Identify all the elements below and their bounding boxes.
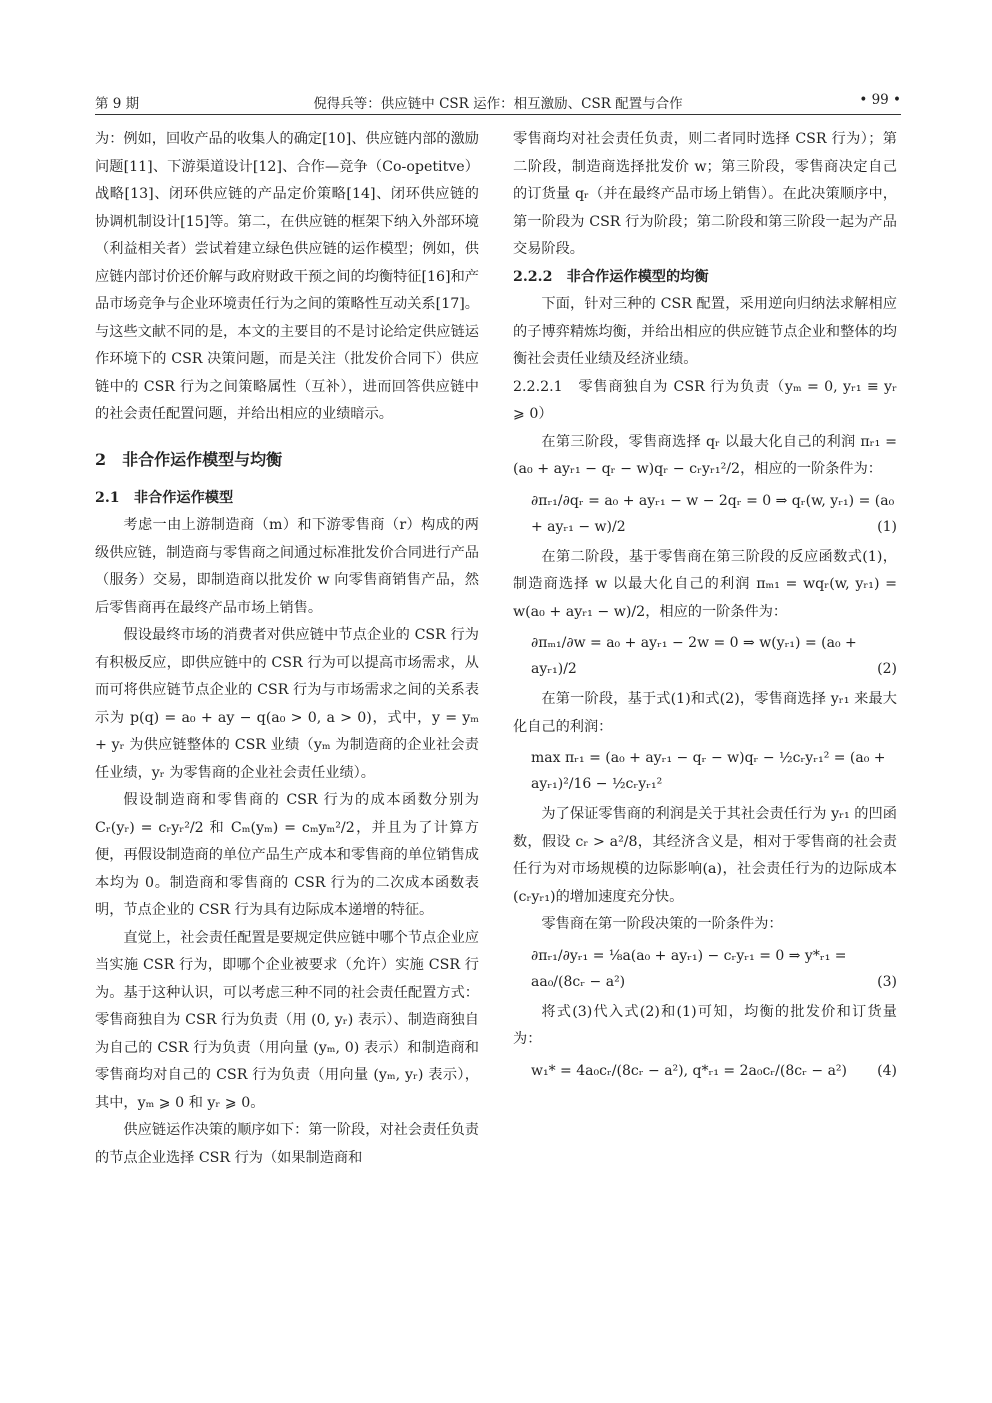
equation-number: (1) [877, 518, 897, 535]
equation [513, 745, 897, 797]
section-heading: 2 非合作运作模型与均衡 [95, 449, 283, 469]
paragraph: 下面，针对三种的 CSR 配置，采用逆向归纳法求解相应的子博弈精炼均衡，并给出相应的供应链节点企业和整体的均衡社会责任业绩及经济业绩。 [513, 296, 897, 367]
paragraph: 直觉上，社会责任配置是要规定供应链中哪个节点企业应当实施 CSR 行为，即哪个企业被要求（允许）实施 CSR 行为。基于这种认识，可以考虑三种不同的社会责任配置方式：零售商独自为 CSR 行为负责（用 (0, yᵣ) 表示）、制造商独自为自己的 CSR 行为负责（用向量 (yₘ, 0) 表示）和制造商和零售商均对自己的 CSR 行为负责（用向量 (yₘ, yᵣ) 表示），其中，yₘ ⩾ 0 和 yᵣ ⩾ 0。 [95, 929, 479, 1111]
paragraph: 假设最终市场的消费者对供应链中节点企业的 CSR 行为有积极反应，即供应链中的 CSR 行为可以提高市场需求，从而可将供应链节点企业的 CSR 行为与市场需求之间的关系表示为 p(q) = a₀ + ay − q(a₀ > 0, a > 0)，式中，y = yₘ + yᵣ 为供应链整体的 CSR 业绩（yₘ 为制造商的企业社会责任业绩，yᵣ 为零售商的企业社会责任业绩）。 [95, 627, 479, 781]
equation-number: (4) [877, 1062, 897, 1079]
equation-number: (3) [877, 973, 897, 990]
equation-number: (2) [877, 661, 897, 677]
running-title: 倪得兵等：供应链中 CSR 运作：相互激励、CSR 配置与合作 [313, 96, 683, 112]
issue-number: 第 9 期 [95, 96, 140, 112]
equation-body: w₁* = 4a₀cᵣ/(8cᵣ − a²), q*ᵣ₁ = 2a₀cᵣ/(8cᵣ − a²) [531, 1062, 848, 1079]
equation-body: ∂πᵣ₁/∂yᵣ₁ = ⅛a(a₀ + ayᵣ₁) − cᵣyᵣ₁ = 0 ⇒ y*ᵣ₁ = aa₀/(8cᵣ − a²) [531, 947, 847, 990]
equation-body: max πᵣ₁ = (a₀ + ayᵣ₁ − qᵣ − w)qᵣ − ½cᵣyᵣ₁² = (a₀ + ayᵣ₁)²/16 − ½cᵣyᵣ₁² [531, 750, 886, 792]
paragraph: 考虑一由上游制造商（m）和下游零售商（r）构成的两级供应链，制造商与零售商之间通过标准批发价合同进行产品（服务）交易，即制造商以批发价 w 向零售商销售产品，然后零售商再在最终产品市场上销售。 [95, 517, 479, 616]
paragraph: 将式(3)代入式(2)和(1)可知，均衡的批发价和订货量为： [513, 1003, 897, 1047]
paragraph: 在第二阶段，基于零售商在第三阶段的反应函数式(1)，制造商选择 w 以最大化自己的利润 πₘ₁ = wqᵣ(w, yᵣ₁) = w(a₀ + ayᵣ₁ − w)/2，相应的一阶条件为： [513, 548, 897, 620]
paragraph: 在第三阶段，零售商选择 qᵣ 以最大化自己的利润 πᵣ₁ = (a₀ + ayᵣ₁ − qᵣ − w)qᵣ − cᵣyᵣ₁²/2，相应的一阶条件为： [513, 433, 897, 477]
subsection-heading: 2.2.2 非合作运作模型的均衡 [513, 268, 709, 285]
page-number: • 99 • [859, 92, 901, 108]
equation-body: ∂πₘ₁/∂w = a₀ + ayᵣ₁ − 2w = 0 ⇒ w(yᵣ₁) = (a₀ + ayᵣ₁)/2 [531, 635, 857, 677]
paragraph: 供应链运作决策的顺序如下：第一阶段，对社会责任负责的节点企业选择 CSR 行为（如果制造商和 [95, 1122, 479, 1166]
equation [513, 1058, 897, 1084]
right-column [513, 126, 897, 1088]
paragraph: 假设制造商和零售商的 CSR 行为的成本函数分别为 Cᵣ(yᵣ) = cᵣyᵣ²/2 和 Cₘ(yₘ) = cₘyₘ²/2，并且为了计算方便，再假设制造商的单位产品生产成本和零售商的单位销售成本均为 0。制造商和零售商的 CSR 行为的二次成本函数表明，节点企业的 CSR 行为具有边际成本递增的特征。 [95, 792, 479, 918]
equation [513, 943, 897, 995]
subsection-heading: 2.1 非合作运作模型 [95, 489, 234, 506]
paragraph: 为：例如，回收产品的收集人的确定[10]、供应链内部的激励问题[11]、下游渠道设计[12]、合作—竞争（Co-opetitve）战略[13]、闭环供应链的产品定价策略[14]、闭环供应链的协调机制设计[15]等。第二，在供应链的框架下纳入外部环境（利益相关者）尝试着建立绿色供应链的运作模型；例如，供应链内部讨价还价解与政府财政干预之间的均衡特征[16]和产品市场竞争与企业环境责任行为之间的策略性互动关系[17]。与这些文献不同的是，本文的主要目的不是讨论给定供应链运作环境下的 CSR 决策问题，而是关注（批发价合同下）供应链中的 CSR 行为之间策略属性（互补），进而回答供应链中的社会责任配置问题，并给出相应的业绩暗示。 [95, 131, 479, 422]
paragraph: 零售商在第一阶段决策的一阶条件为： [541, 916, 783, 932]
running-header [95, 92, 901, 115]
paragraph: 在第一阶段，基于式(1)和式(2)，零售商选择 yᵣ₁ 来最大化自己的利润： [513, 691, 897, 735]
left-column [95, 126, 479, 1172]
subsubsection-heading: 2.2.2.1 零售商独自为 CSR 行为负责（yₘ = 0, yᵣ₁ ≡ yᵣ ⩾ 0） [513, 378, 897, 422]
paragraph: 为了保证零售商的利润是关于其社会责任行为 yᵣ₁ 的凹函数，假设 cᵣ > a²/8，其经济含义是，相对于零售商的社会责任行为对市场规模的边际影响(a)，社会责任行为的边际成本(cᵣyᵣ₁)的增加速度充分快。 [513, 806, 897, 905]
equation-body: ∂πᵣ₁/∂qᵣ = a₀ + ayᵣ₁ − w − 2qᵣ = 0 ⇒ qᵣ(w, yᵣ₁) = (a₀ + ayᵣ₁ − w)/2 [531, 492, 895, 535]
paragraph: 零售商均对社会责任负责，则二者同时选择 CSR 行为）；第二阶段，制造商选择批发价 w；第三阶段，零售商决定自己的订货量 qᵣ（并在最终产品市场上销售）。在此决策顺序中，第一阶段为 CSR 行为阶段；第二阶段和第三阶段一起为产品交易阶段。 [513, 131, 897, 257]
equation [513, 488, 897, 540]
equation [513, 630, 897, 682]
